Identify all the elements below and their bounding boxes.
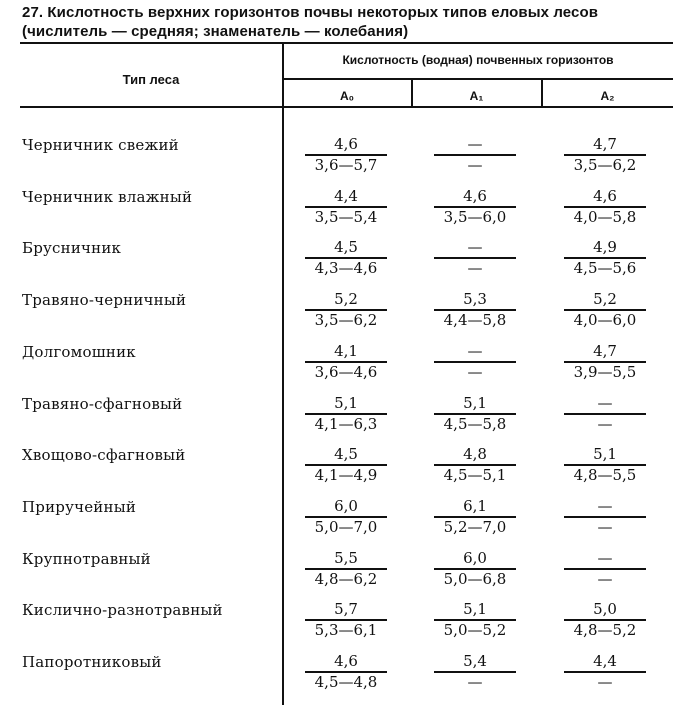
mean-value: 5,2: [334, 290, 358, 308]
range-value: 4,5—5,6: [573, 258, 637, 277]
range-value: —: [467, 155, 483, 174]
caption-line-1: 27. Кислотность верхних горизонтов почвы некоторых типов еловых лесов: [22, 4, 599, 21]
fraction-cell: [432, 187, 518, 227]
mean-value: —: [597, 497, 613, 515]
header-col-a1: A₁: [469, 89, 484, 103]
fraction-cell: [303, 549, 389, 589]
header-col-a0: A₀: [339, 89, 355, 103]
fraction-cell: [562, 187, 648, 227]
range-value: —: [597, 569, 613, 588]
fraction-cell: [432, 342, 518, 382]
mean-value: 4,6: [463, 187, 487, 205]
fraction-cell: [432, 652, 518, 692]
range-value: —: [467, 258, 483, 277]
vertical-rule-1: [282, 42, 284, 705]
mean-value: 4,8: [463, 445, 487, 463]
mean-value: 4,6: [593, 187, 617, 205]
range-value: 4,8—6,2: [314, 569, 378, 588]
mean-value: 4,1: [334, 342, 358, 360]
mean-value: 4,5: [334, 238, 358, 256]
mean-value: 5,0: [593, 600, 617, 618]
fraction-cell: [562, 600, 648, 640]
header-span-rule: [283, 78, 673, 80]
fraction-cell: [562, 549, 648, 589]
fraction-cell: [303, 342, 389, 382]
fraction-cell: [432, 238, 518, 278]
range-value: —: [597, 414, 613, 433]
fraction-cell: [562, 652, 648, 692]
range-value: 3,5—6,2: [573, 155, 637, 174]
fraction-cell: [303, 135, 389, 175]
fraction-cell: [303, 394, 389, 434]
row-label: Папоротниковый: [22, 653, 162, 671]
range-value: —: [597, 517, 613, 536]
range-value: 4,4—5,8: [443, 310, 507, 329]
table-caption: [22, 3, 672, 41]
range-value: 5,0—6,8: [443, 569, 507, 588]
row-label: Кислично-разнотравный: [22, 601, 223, 619]
fraction-cell: [303, 187, 389, 227]
mean-value: 6,0: [334, 497, 358, 515]
range-value: 3,9—5,5: [573, 362, 637, 381]
mean-value: 4,7: [593, 135, 617, 153]
mean-value: 5,7: [334, 600, 358, 618]
fraction-cell: [562, 445, 648, 485]
range-value: 3,5—5,4: [314, 207, 378, 226]
mean-value: 5,4: [463, 652, 487, 670]
fraction-cell: [562, 135, 648, 175]
range-value: 4,1—6,3: [314, 414, 378, 433]
caption-line-2: (числитель — средняя; знаменатель — колебания): [22, 23, 409, 40]
fraction-cell: [303, 652, 389, 692]
range-value: 5,0—5,2: [443, 620, 507, 639]
mean-value: 5,1: [463, 394, 487, 412]
mean-value: 6,0: [463, 549, 487, 567]
row-label: Черничник влажный: [22, 188, 193, 206]
row-label: Долгомошник: [22, 343, 136, 361]
row-label: Травяно-сфагновый: [22, 395, 183, 413]
range-value: 4,5—5,1: [443, 465, 507, 484]
mean-value: 4,6: [334, 652, 358, 670]
range-value: —: [467, 362, 483, 381]
mean-value: 5,1: [593, 445, 617, 463]
fraction-cell: [303, 290, 389, 330]
fraction-cell: [562, 394, 648, 434]
row-label: Травяно-черничный: [22, 291, 187, 309]
mean-value: —: [467, 342, 483, 360]
mean-value: —: [597, 394, 613, 412]
range-value: 4,8—5,5: [573, 465, 637, 484]
mean-value: —: [467, 135, 483, 153]
fraction-cell: [303, 445, 389, 485]
table-top-rule: [20, 42, 673, 44]
range-value: —: [467, 672, 483, 691]
fraction-cell: [562, 290, 648, 330]
mean-value: 4,4: [593, 652, 617, 670]
mean-value: —: [597, 549, 613, 567]
range-value: 4,0—5,8: [573, 207, 637, 226]
range-value: 4,8—5,2: [573, 620, 637, 639]
mean-value: 5,3: [463, 290, 487, 308]
row-label: Черничник свежий: [22, 136, 179, 154]
mean-value: 5,2: [593, 290, 617, 308]
fraction-cell: [432, 445, 518, 485]
header-acidity: Кислотность (водная) почвенных горизонтов: [342, 53, 614, 67]
fraction-cell: [432, 549, 518, 589]
range-value: 3,6—4,6: [314, 362, 378, 381]
fraction-cell: [432, 600, 518, 640]
range-value: 4,5—5,8: [443, 414, 507, 433]
range-value: 4,3—4,6: [314, 258, 378, 277]
fraction-cell: [562, 342, 648, 382]
mean-value: 4,4: [334, 187, 358, 205]
mean-value: 5,5: [334, 549, 358, 567]
fraction-cell: [432, 497, 518, 537]
mean-value: 4,9: [593, 238, 617, 256]
header-forest-type: Тип леса: [122, 72, 180, 87]
range-value: 5,0—7,0: [314, 517, 378, 536]
row-label: Крупнотравный: [22, 550, 151, 568]
range-value: 4,1—4,9: [314, 465, 378, 484]
range-value: 4,0—6,0: [573, 310, 637, 329]
range-value: —: [597, 672, 613, 691]
header-bottom-rule: [20, 106, 673, 108]
mean-value: 5,1: [463, 600, 487, 618]
mean-value: —: [467, 238, 483, 256]
mean-value: 4,7: [593, 342, 617, 360]
mean-value: 6,1: [463, 497, 487, 515]
fraction-cell: [562, 497, 648, 537]
row-label: Приручейный: [22, 498, 137, 516]
range-value: 5,3—6,1: [314, 620, 378, 639]
mean-value: 4,6: [334, 135, 358, 153]
row-label: Брусничник: [22, 239, 122, 257]
fraction-cell: [432, 135, 518, 175]
mean-value: 4,5: [334, 445, 358, 463]
fraction-cell: [432, 290, 518, 330]
fraction-cell: [562, 238, 648, 278]
fraction-cell: [303, 600, 389, 640]
range-value: 4,5—4,8: [314, 672, 378, 691]
range-value: 3,6—5,7: [314, 155, 378, 174]
range-value: 3,5—6,2: [314, 310, 378, 329]
fraction-cell: [432, 394, 518, 434]
fraction-cell: [303, 497, 389, 537]
fraction-cell: [303, 238, 389, 278]
header-col-a2: A₂: [600, 89, 615, 103]
row-label: Хвощово-сфагновый: [22, 446, 186, 464]
range-value: 3,5—6,0: [443, 207, 507, 226]
range-value: 5,2—7,0: [443, 517, 507, 536]
mean-value: 5,1: [334, 394, 358, 412]
